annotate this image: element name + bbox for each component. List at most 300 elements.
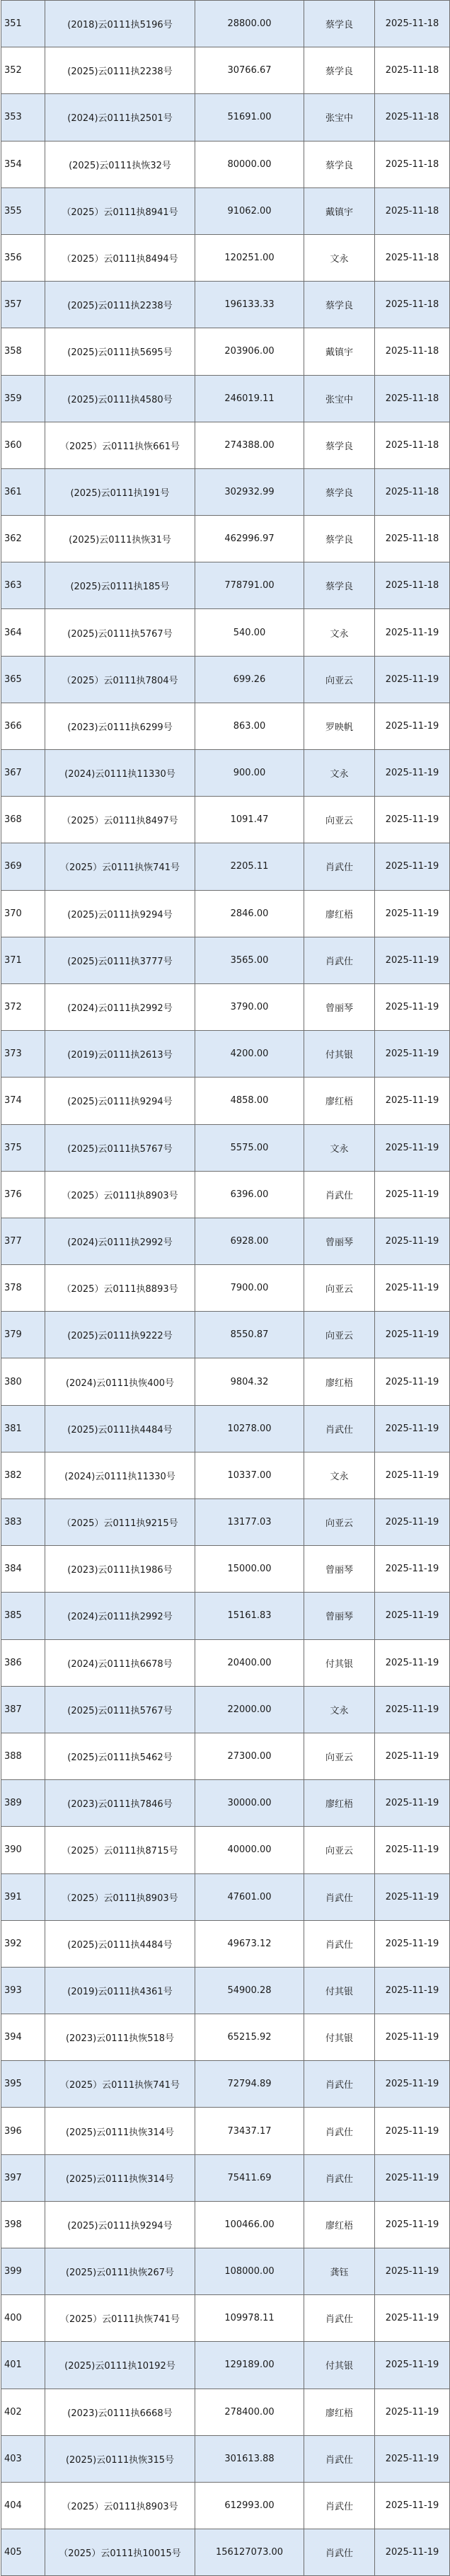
date-cell: 2025-11-19 [375,1124,450,1171]
row-number-cell: 380 [1,1358,45,1405]
handler-name-cell: 向亚云 [304,797,375,843]
table-row [1,468,450,515]
amount-cell: 301613.88 [195,2435,304,2482]
row-number-cell: 381 [1,1405,45,1452]
row-number-cell: 371 [1,937,45,983]
row-number-cell: 383 [1,1499,45,1546]
row-number-cell: 366 [1,703,45,749]
amount-cell: 900.00 [195,750,304,797]
date-cell: 2025-11-19 [375,2014,450,2061]
row-number-cell: 403 [1,2435,45,2482]
row-number-cell: 405 [1,2529,45,2576]
row-number-cell: 378 [1,1265,45,1312]
date-cell: 2025-11-18 [375,1,450,47]
handler-name-cell: 向亚云 [304,656,375,703]
table-row [1,1780,450,1827]
date-cell: 2025-11-19 [375,750,450,797]
date-cell: 2025-11-19 [375,890,450,937]
table-row [1,1639,450,1686]
amount-cell: 49673.12 [195,1920,304,1967]
amount-cell: 75411.69 [195,2154,304,2201]
handler-name-cell: 蔡学良 [304,516,375,562]
date-cell: 2025-11-19 [375,843,450,890]
date-cell: 2025-11-18 [375,234,450,281]
handler-name-cell: 蔡学良 [304,422,375,468]
date-cell: 2025-11-19 [375,1873,450,1920]
row-number-cell: 353 [1,94,45,141]
handler-name-cell: 肖武仕 [304,1405,375,1452]
amount-cell: 15000.00 [195,1546,304,1593]
row-number-cell: 369 [1,843,45,890]
amount-cell: 699.26 [195,656,304,703]
case-number-cell: (2024)云0111执11330号 [45,750,195,797]
date-cell: 2025-11-19 [375,1358,450,1405]
case-number-cell: (2024)云0111执2501号 [45,94,195,141]
date-cell: 2025-11-18 [375,328,450,375]
handler-name-cell: 向亚云 [304,1827,375,1873]
amount-cell: 10278.00 [195,1405,304,1452]
case-number-cell: (2025)云0111执恢31号 [45,516,195,562]
handler-name-cell: 文永 [304,609,375,656]
payment-ledger-table [1,0,450,2576]
row-number-cell: 389 [1,1780,45,1827]
date-cell: 2025-11-19 [375,2108,450,2154]
table-row [1,1,450,47]
row-number-cell: 394 [1,2014,45,2061]
date-cell: 2025-11-19 [375,797,450,843]
date-cell: 2025-11-18 [375,282,450,328]
handler-name-cell: 廖红梧 [304,2201,375,2248]
amount-cell: 27300.00 [195,1733,304,1779]
row-number-cell: 396 [1,2108,45,2154]
table-row [1,1078,450,1124]
case-number-cell: (2025)云0111执185号 [45,562,195,609]
date-cell: 2025-11-19 [375,983,450,1030]
amount-cell: 462996.97 [195,516,304,562]
date-cell: 2025-11-19 [375,2435,450,2482]
table-row [1,2154,450,2201]
row-number-cell: 400 [1,2295,45,2342]
amount-cell: 3565.00 [195,937,304,983]
handler-name-cell: 张宝中 [304,375,375,422]
handler-name-cell: 肖武仕 [304,937,375,983]
date-cell: 2025-11-19 [375,1452,450,1498]
table-row [1,703,450,749]
handler-name-cell: 付其银 [304,2342,375,2389]
row-number-cell: 379 [1,1312,45,1358]
date-cell: 2025-11-18 [375,516,450,562]
case-number-cell: (2025)云0111执5767号 [45,1124,195,1171]
amount-cell: 30766.67 [195,47,304,94]
handler-name-cell: 蔡学良 [304,282,375,328]
case-number-cell: （2025）云0111执7804号 [45,656,195,703]
case-number-cell: (2025)云0111执2238号 [45,282,195,328]
date-cell: 2025-11-19 [375,1546,450,1593]
case-number-cell: (2024)云0111执2992号 [45,983,195,1030]
amount-cell: 1091.47 [195,797,304,843]
row-number-cell: 359 [1,375,45,422]
amount-cell: 109978.11 [195,2295,304,2342]
amount-cell: 540.00 [195,609,304,656]
table-row [1,843,450,890]
handler-name-cell: 肖武仕 [304,2529,375,2576]
row-number-cell: 386 [1,1639,45,1686]
row-number-cell: 390 [1,1827,45,1873]
case-number-cell: (2025)云0111执恢314号 [45,2154,195,2201]
case-number-cell: (2025)云0111执恢32号 [45,141,195,187]
date-cell: 2025-11-19 [375,1686,450,1733]
row-number-cell: 352 [1,47,45,94]
handler-name-cell: 文永 [304,1452,375,1498]
date-cell: 2025-11-18 [375,375,450,422]
amount-cell: 120251.00 [195,234,304,281]
case-number-cell: (2025)云0111执10192号 [45,2342,195,2389]
row-number-cell: 370 [1,890,45,937]
handler-name-cell: 曾丽琴 [304,983,375,1030]
amount-cell: 863.00 [195,703,304,749]
table-row [1,1967,450,2014]
row-number-cell: 399 [1,2248,45,2295]
table-row [1,1593,450,1639]
amount-cell: 51691.00 [195,94,304,141]
table-row [1,1733,450,1779]
amount-cell: 2205.11 [195,843,304,890]
table-row [1,890,450,937]
table-row [1,2248,450,2295]
date-cell: 2025-11-19 [375,2529,450,2576]
handler-name-cell: 付其银 [304,1639,375,1686]
table-row [1,1499,450,1546]
row-number-cell: 398 [1,2201,45,2248]
handler-name-cell: 肖武仕 [304,2482,375,2529]
date-cell: 2025-11-18 [375,187,450,234]
table-row [1,609,450,656]
table-row [1,1218,450,1264]
amount-cell: 156127073.00 [195,2529,304,2576]
handler-name-cell: 廖红梧 [304,2389,375,2435]
table-row [1,328,450,375]
row-number-cell: 362 [1,516,45,562]
date-cell: 2025-11-19 [375,2201,450,2248]
table-row [1,750,450,797]
handler-name-cell: 向亚云 [304,1312,375,1358]
row-number-cell: 385 [1,1593,45,1639]
table-row [1,1920,450,1967]
row-number-cell: 356 [1,234,45,281]
handler-name-cell: 曾丽琴 [304,1546,375,1593]
row-number-cell: 354 [1,141,45,187]
row-number-cell: 373 [1,1031,45,1078]
case-number-cell: (2025)云0111执恢267号 [45,2248,195,2295]
case-number-cell: (2025)云0111执4580号 [45,375,195,422]
table-row [1,983,450,1030]
case-number-cell: (2024)云0111执恢400号 [45,1358,195,1405]
date-cell: 2025-11-18 [375,422,450,468]
date-cell: 2025-11-18 [375,562,450,609]
date-cell: 2025-11-19 [375,1405,450,1452]
table-row [1,2061,450,2108]
row-number-cell: 404 [1,2482,45,2529]
row-number-cell: 393 [1,1967,45,2014]
amount-cell: 778791.00 [195,562,304,609]
table-row [1,1546,450,1593]
amount-cell: 7900.00 [195,1265,304,1312]
date-cell: 2025-11-19 [375,2295,450,2342]
handler-name-cell: 廖红梧 [304,1078,375,1124]
amount-cell: 10337.00 [195,1452,304,1498]
date-cell: 2025-11-19 [375,1827,450,1873]
handler-name-cell: 廖红梧 [304,1780,375,1827]
ledger-body [1,1,450,2576]
date-cell: 2025-11-19 [375,1499,450,1546]
handler-name-cell: 文永 [304,234,375,281]
date-cell: 2025-11-19 [375,1312,450,1358]
date-cell: 2025-11-19 [375,2389,450,2435]
table-row [1,2014,450,2061]
handler-name-cell: 肖武仕 [304,1171,375,1218]
row-number-cell: 397 [1,2154,45,2201]
handler-name-cell: 曾丽琴 [304,1218,375,1264]
case-number-cell: （2025）云0111执恢741号 [45,843,195,890]
amount-cell: 246019.11 [195,375,304,422]
handler-name-cell: 廖红梧 [304,1358,375,1405]
handler-name-cell: 张宝中 [304,94,375,141]
date-cell: 2025-11-19 [375,1218,450,1264]
table-row [1,282,450,328]
date-cell: 2025-11-19 [375,2342,450,2389]
row-number-cell: 374 [1,1078,45,1124]
table-row [1,2389,450,2435]
table-row [1,2108,450,2154]
row-number-cell: 401 [1,2342,45,2389]
amount-cell: 302932.99 [195,468,304,515]
handler-name-cell: 戴镇宇 [304,328,375,375]
handler-name-cell: 肖武仕 [304,1873,375,1920]
date-cell: 2025-11-19 [375,1078,450,1124]
table-row [1,656,450,703]
case-number-cell: (2025)云0111执恢315号 [45,2435,195,2482]
case-number-cell: (2023)云0111执6668号 [45,2389,195,2435]
amount-cell: 274388.00 [195,422,304,468]
case-number-cell: （2025）云0111执恢741号 [45,2061,195,2108]
case-number-cell: （2025）云0111执8497号 [45,797,195,843]
case-number-cell: （2025）云0111执8941号 [45,187,195,234]
row-number-cell: 351 [1,1,45,47]
amount-cell: 196133.33 [195,282,304,328]
date-cell: 2025-11-19 [375,2061,450,2108]
table-row [1,1031,450,1078]
handler-name-cell: 肖武仕 [304,2061,375,2108]
date-cell: 2025-11-19 [375,1780,450,1827]
table-row [1,1171,450,1218]
handler-name-cell: 廖红梧 [304,890,375,937]
amount-cell: 3790.00 [195,983,304,1030]
row-number-cell: 365 [1,656,45,703]
handler-name-cell: 龚钰 [304,2248,375,2295]
case-number-cell: (2025)云0111执9294号 [45,2201,195,2248]
case-number-cell: （2025）云0111执8903号 [45,1171,195,1218]
case-number-cell: (2023)云0111执1986号 [45,1546,195,1593]
case-number-cell: (2025)云0111执9222号 [45,1312,195,1358]
case-number-cell: (2025)云0111执5695号 [45,328,195,375]
table-row [1,1358,450,1405]
amount-cell: 6396.00 [195,1171,304,1218]
case-number-cell: (2024)云0111执2992号 [45,1593,195,1639]
case-number-cell: (2025)云0111执191号 [45,468,195,515]
table-row [1,1265,450,1312]
handler-name-cell: 肖武仕 [304,2108,375,2154]
handler-name-cell: 肖武仕 [304,1920,375,1967]
case-number-cell: (2019)云0111执4361号 [45,1967,195,2014]
amount-cell: 4200.00 [195,1031,304,1078]
row-number-cell: 382 [1,1452,45,1498]
table-row [1,422,450,468]
table-row [1,234,450,281]
handler-name-cell: 文永 [304,1124,375,1171]
date-cell: 2025-11-18 [375,468,450,515]
case-number-cell: (2025)云0111执2238号 [45,47,195,94]
case-number-cell: (2024)云0111执6678号 [45,1639,195,1686]
table-row [1,1686,450,1733]
amount-cell: 8550.87 [195,1312,304,1358]
table-row [1,2342,450,2389]
table-row [1,1452,450,1498]
handler-name-cell: 蔡学良 [304,47,375,94]
date-cell: 2025-11-19 [375,1593,450,1639]
row-number-cell: 355 [1,187,45,234]
row-number-cell: 384 [1,1546,45,1593]
handler-name-cell: 向亚云 [304,1265,375,1312]
amount-cell: 15161.83 [195,1593,304,1639]
row-number-cell: 375 [1,1124,45,1171]
amount-cell: 65215.92 [195,2014,304,2061]
case-number-cell: （2025）云0111执9215号 [45,1499,195,1546]
handler-name-cell: 向亚云 [304,1499,375,1546]
table-row [1,797,450,843]
date-cell: 2025-11-19 [375,656,450,703]
table-row [1,2201,450,2248]
handler-name-cell: 向亚云 [304,1733,375,1779]
table-row [1,2295,450,2342]
date-cell: 2025-11-19 [375,1639,450,1686]
amount-cell: 22000.00 [195,1686,304,1733]
table-row [1,516,450,562]
case-number-cell: （2025）云0111执10015号 [45,2529,195,2576]
amount-cell: 47601.00 [195,1873,304,1920]
row-number-cell: 360 [1,422,45,468]
handler-name-cell: 肖武仕 [304,2435,375,2482]
handler-name-cell: 戴镇宇 [304,187,375,234]
amount-cell: 9804.32 [195,1358,304,1405]
date-cell: 2025-11-19 [375,1031,450,1078]
handler-name-cell: 肖武仕 [304,843,375,890]
amount-cell: 100466.00 [195,2201,304,2248]
table-row [1,94,450,141]
row-number-cell: 372 [1,983,45,1030]
case-number-cell: (2025)云0111执恢314号 [45,2108,195,2154]
amount-cell: 13177.03 [195,1499,304,1546]
row-number-cell: 387 [1,1686,45,1733]
amount-cell: 91062.00 [195,187,304,234]
table-row [1,1873,450,1920]
case-number-cell: (2018)云0111执5196号 [45,1,195,47]
row-number-cell: 368 [1,797,45,843]
case-number-cell: （2025）云0111执8715号 [45,1827,195,1873]
amount-cell: 72794.89 [195,2061,304,2108]
amount-cell: 203906.00 [195,328,304,375]
table-row [1,2435,450,2482]
amount-cell: 5575.00 [195,1124,304,1171]
case-number-cell: （2025）云0111执8903号 [45,1873,195,1920]
row-number-cell: 402 [1,2389,45,2435]
handler-name-cell: 蔡学良 [304,468,375,515]
table-row [1,1827,450,1873]
date-cell: 2025-11-19 [375,609,450,656]
case-number-cell: （2025）云0111执恢741号 [45,2295,195,2342]
amount-cell: 129189.00 [195,2342,304,2389]
handler-name-cell: 罗映帆 [304,703,375,749]
table-row [1,141,450,187]
row-number-cell: 395 [1,2061,45,2108]
row-number-cell: 357 [1,282,45,328]
amount-cell: 6928.00 [195,1218,304,1264]
row-number-cell: 376 [1,1171,45,1218]
table-row [1,2482,450,2529]
handler-name-cell: 付其银 [304,1031,375,1078]
date-cell: 2025-11-19 [375,2482,450,2529]
row-number-cell: 392 [1,1920,45,1967]
table-row [1,1312,450,1358]
case-number-cell: (2025)云0111执5767号 [45,1686,195,1733]
date-cell: 2025-11-19 [375,1265,450,1312]
row-number-cell: 364 [1,609,45,656]
case-number-cell: (2025)云0111执4484号 [45,1920,195,1967]
amount-cell: 73437.17 [195,2108,304,2154]
handler-name-cell: 文永 [304,1686,375,1733]
case-number-cell: (2024)云0111执2992号 [45,1218,195,1264]
amount-cell: 28800.00 [195,1,304,47]
amount-cell: 2846.00 [195,890,304,937]
case-number-cell: (2019)云0111执2613号 [45,1031,195,1078]
date-cell: 2025-11-18 [375,94,450,141]
table-row [1,562,450,609]
date-cell: 2025-11-19 [375,937,450,983]
handler-name-cell: 付其银 [304,2014,375,2061]
table-row [1,375,450,422]
case-number-cell: (2025)云0111执5462号 [45,1733,195,1779]
handler-name-cell: 付其银 [304,1967,375,2014]
date-cell: 2025-11-19 [375,1967,450,2014]
amount-cell: 80000.00 [195,141,304,187]
row-number-cell: 358 [1,328,45,375]
table-row [1,937,450,983]
case-number-cell: （2025）云0111执恢661号 [45,422,195,468]
handler-name-cell: 蔡学良 [304,562,375,609]
row-number-cell: 367 [1,750,45,797]
handler-name-cell: 蔡学良 [304,141,375,187]
handler-name-cell: 文永 [304,750,375,797]
amount-cell: 20400.00 [195,1639,304,1686]
case-number-cell: (2024)云0111执11330号 [45,1452,195,1498]
amount-cell: 4858.00 [195,1078,304,1124]
case-number-cell: （2025）云0111执8903号 [45,2482,195,2529]
amount-cell: 54900.28 [195,1967,304,2014]
table-row [1,47,450,94]
date-cell: 2025-11-18 [375,141,450,187]
date-cell: 2025-11-19 [375,1920,450,1967]
table-row [1,1124,450,1171]
case-number-cell: (2023)云0111执6299号 [45,703,195,749]
